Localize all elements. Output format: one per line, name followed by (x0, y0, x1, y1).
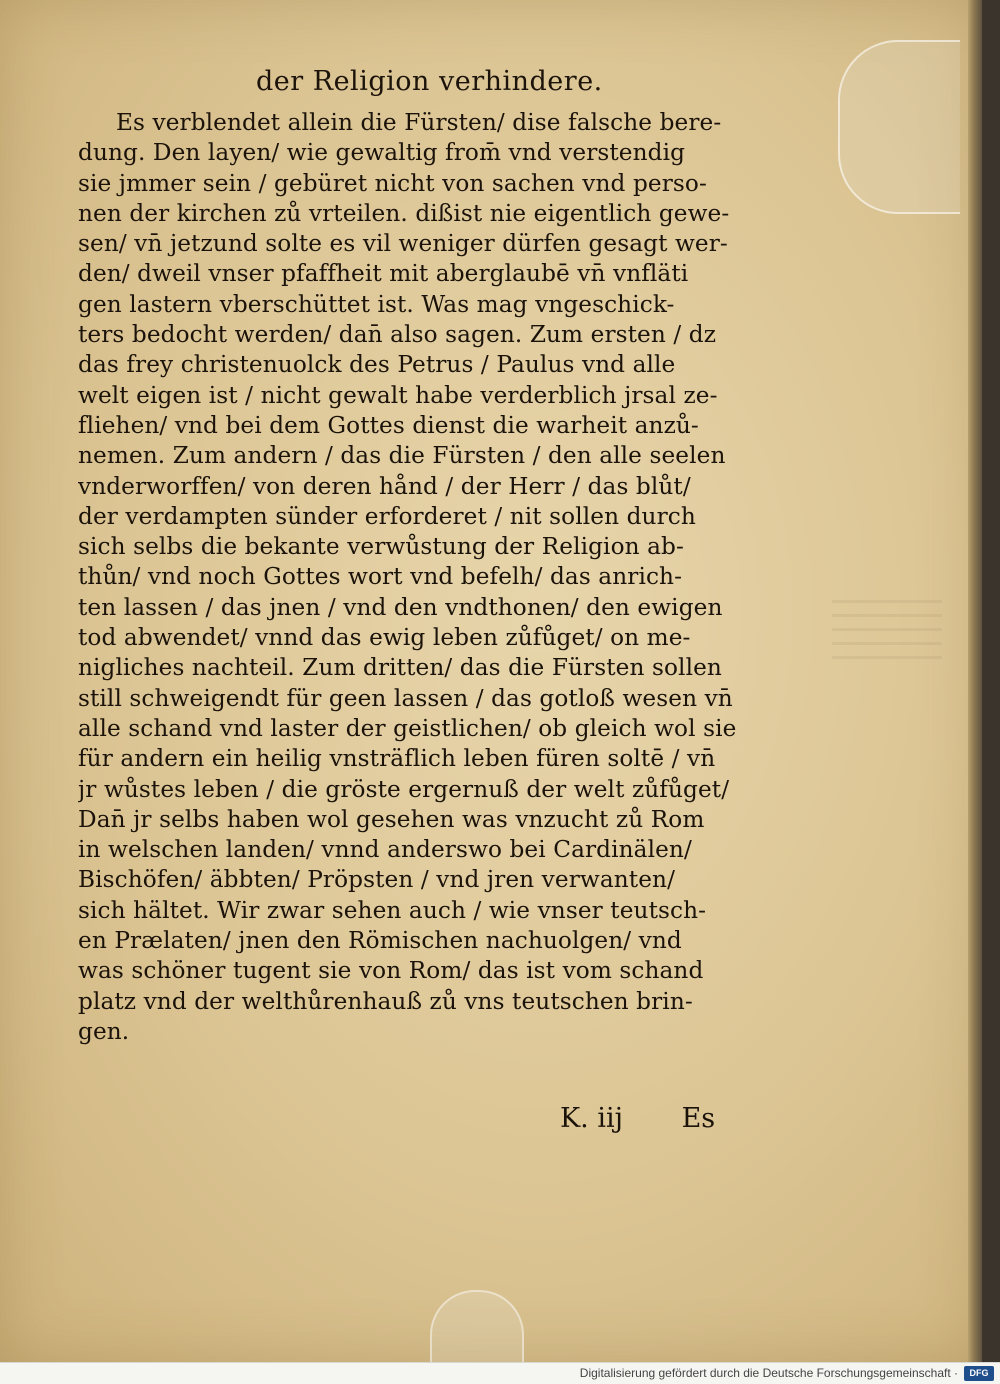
text-line: vnderworffen/ von deren hånd / der Herr / das blůt/ (78, 472, 691, 500)
running-head: der Religion verhindere. (256, 66, 603, 97)
text-line: nen der kirchen zů vrteilen. dißist nie eigentlich gewe- (78, 199, 730, 227)
text-line: nigliches nachteil. Zum dritten/ das die Fürsten sollen (78, 654, 722, 682)
text-line: Dan̄ jr selbs haben wol gesehen was vnzucht zů Rom (78, 805, 705, 833)
text-line: sich hältet. Wir zwar sehen auch / wie vnser teutsch- (78, 896, 707, 924)
text-line: still schweigendt für geen lassen / das gotloß wesen vn̄ (78, 684, 733, 712)
signature-mark: K. iij (560, 1103, 623, 1134)
book-binding-edge (982, 0, 1000, 1362)
text-line: ten lassen / das jnen / vnd den vndthonen/ den ewigen (78, 593, 723, 621)
text-line: dung. Den layen/ wie gewaltig from̄ vnd verstendig (78, 139, 686, 167)
text-line: sen/ vn̄ jetzund solte es vil weniger dürfen gesagt wer- (78, 230, 728, 258)
text-line: Bischöfen/ äbbten/ Pröpsten / vnd jren verwanten/ (78, 866, 675, 894)
funding-credit: Digitalisierung gefördert durch die Deutsche Forschungsgemeinschaft · (579, 1366, 958, 1380)
text-line: gen. (78, 1017, 130, 1045)
text-line: fliehen/ vnd bei dem Gottes dienst die warheit anzů- (78, 411, 699, 439)
text-line: platz vnd der welthůrenhauß zů vns teutschen brin- (78, 987, 693, 1015)
text-line: für andern ein heilig vnsträflich leben füren soltē / vn̄ (78, 745, 716, 773)
text-line: ters bedocht werden/ dan̄ also sagen. Zum ersten / dz (78, 321, 717, 349)
footer-bar (0, 1362, 1000, 1384)
text-line: jr wůstes leben / die gröste ergernuß der welt zůfůget/ (78, 775, 730, 803)
page-clip-bottom (430, 1290, 524, 1372)
text-line: tod abwendet/ vnnd das ewig leben zůfůget/ on me- (78, 624, 691, 652)
text-line: das frey christenuolck des Petrus / Paulus vnd alle (78, 351, 676, 379)
text-line: thůn/ vnd noch Gottes wort vnd befelh/ das anrich- (78, 563, 683, 591)
text-line: sie jmmer sein / gebüret nicht von sachen vnd perso- (78, 169, 707, 197)
text-line: Es verblendet allein die Fürsten/ dise falsche bere- (116, 109, 722, 136)
text-line: welt eigen ist / nicht gewalt habe verderblich jrsal ze- (78, 381, 718, 409)
page-clip-top (838, 40, 960, 214)
show-through-text (832, 600, 942, 660)
text-line: alle schand vnd laster der geistlichen/ ob gleich wol sie (78, 714, 737, 742)
catchword: Es (681, 1103, 716, 1134)
text-line: sich selbs die bekante verwůstung der Religion ab- (78, 533, 684, 561)
body-text (78, 108, 768, 1047)
text-line: den/ dweil vnser pfaffheit mit aberglaubē vn̄ vnfläti (78, 260, 689, 288)
signature-line (560, 1103, 715, 1134)
text-line: der verdampten sünder erforderet / nit sollen durch (78, 502, 696, 530)
page-edge (968, 0, 982, 1362)
text-line: in welschen landen/ vnnd anderswo bei Cardinälen/ (78, 836, 692, 864)
text-line: gen lastern vberschüttet ist. Was mag vngeschick- (78, 290, 675, 318)
text-line: en Prælaten/ jnen den Römischen nachuolgen/ vnd (78, 927, 682, 955)
dfg-logo: DFG (964, 1366, 994, 1381)
text-line: nemen. Zum andern / das die Fürsten / den alle seelen (78, 442, 726, 470)
text-line: was schöner tugent sie von Rom/ das ist vom schand (78, 957, 704, 985)
